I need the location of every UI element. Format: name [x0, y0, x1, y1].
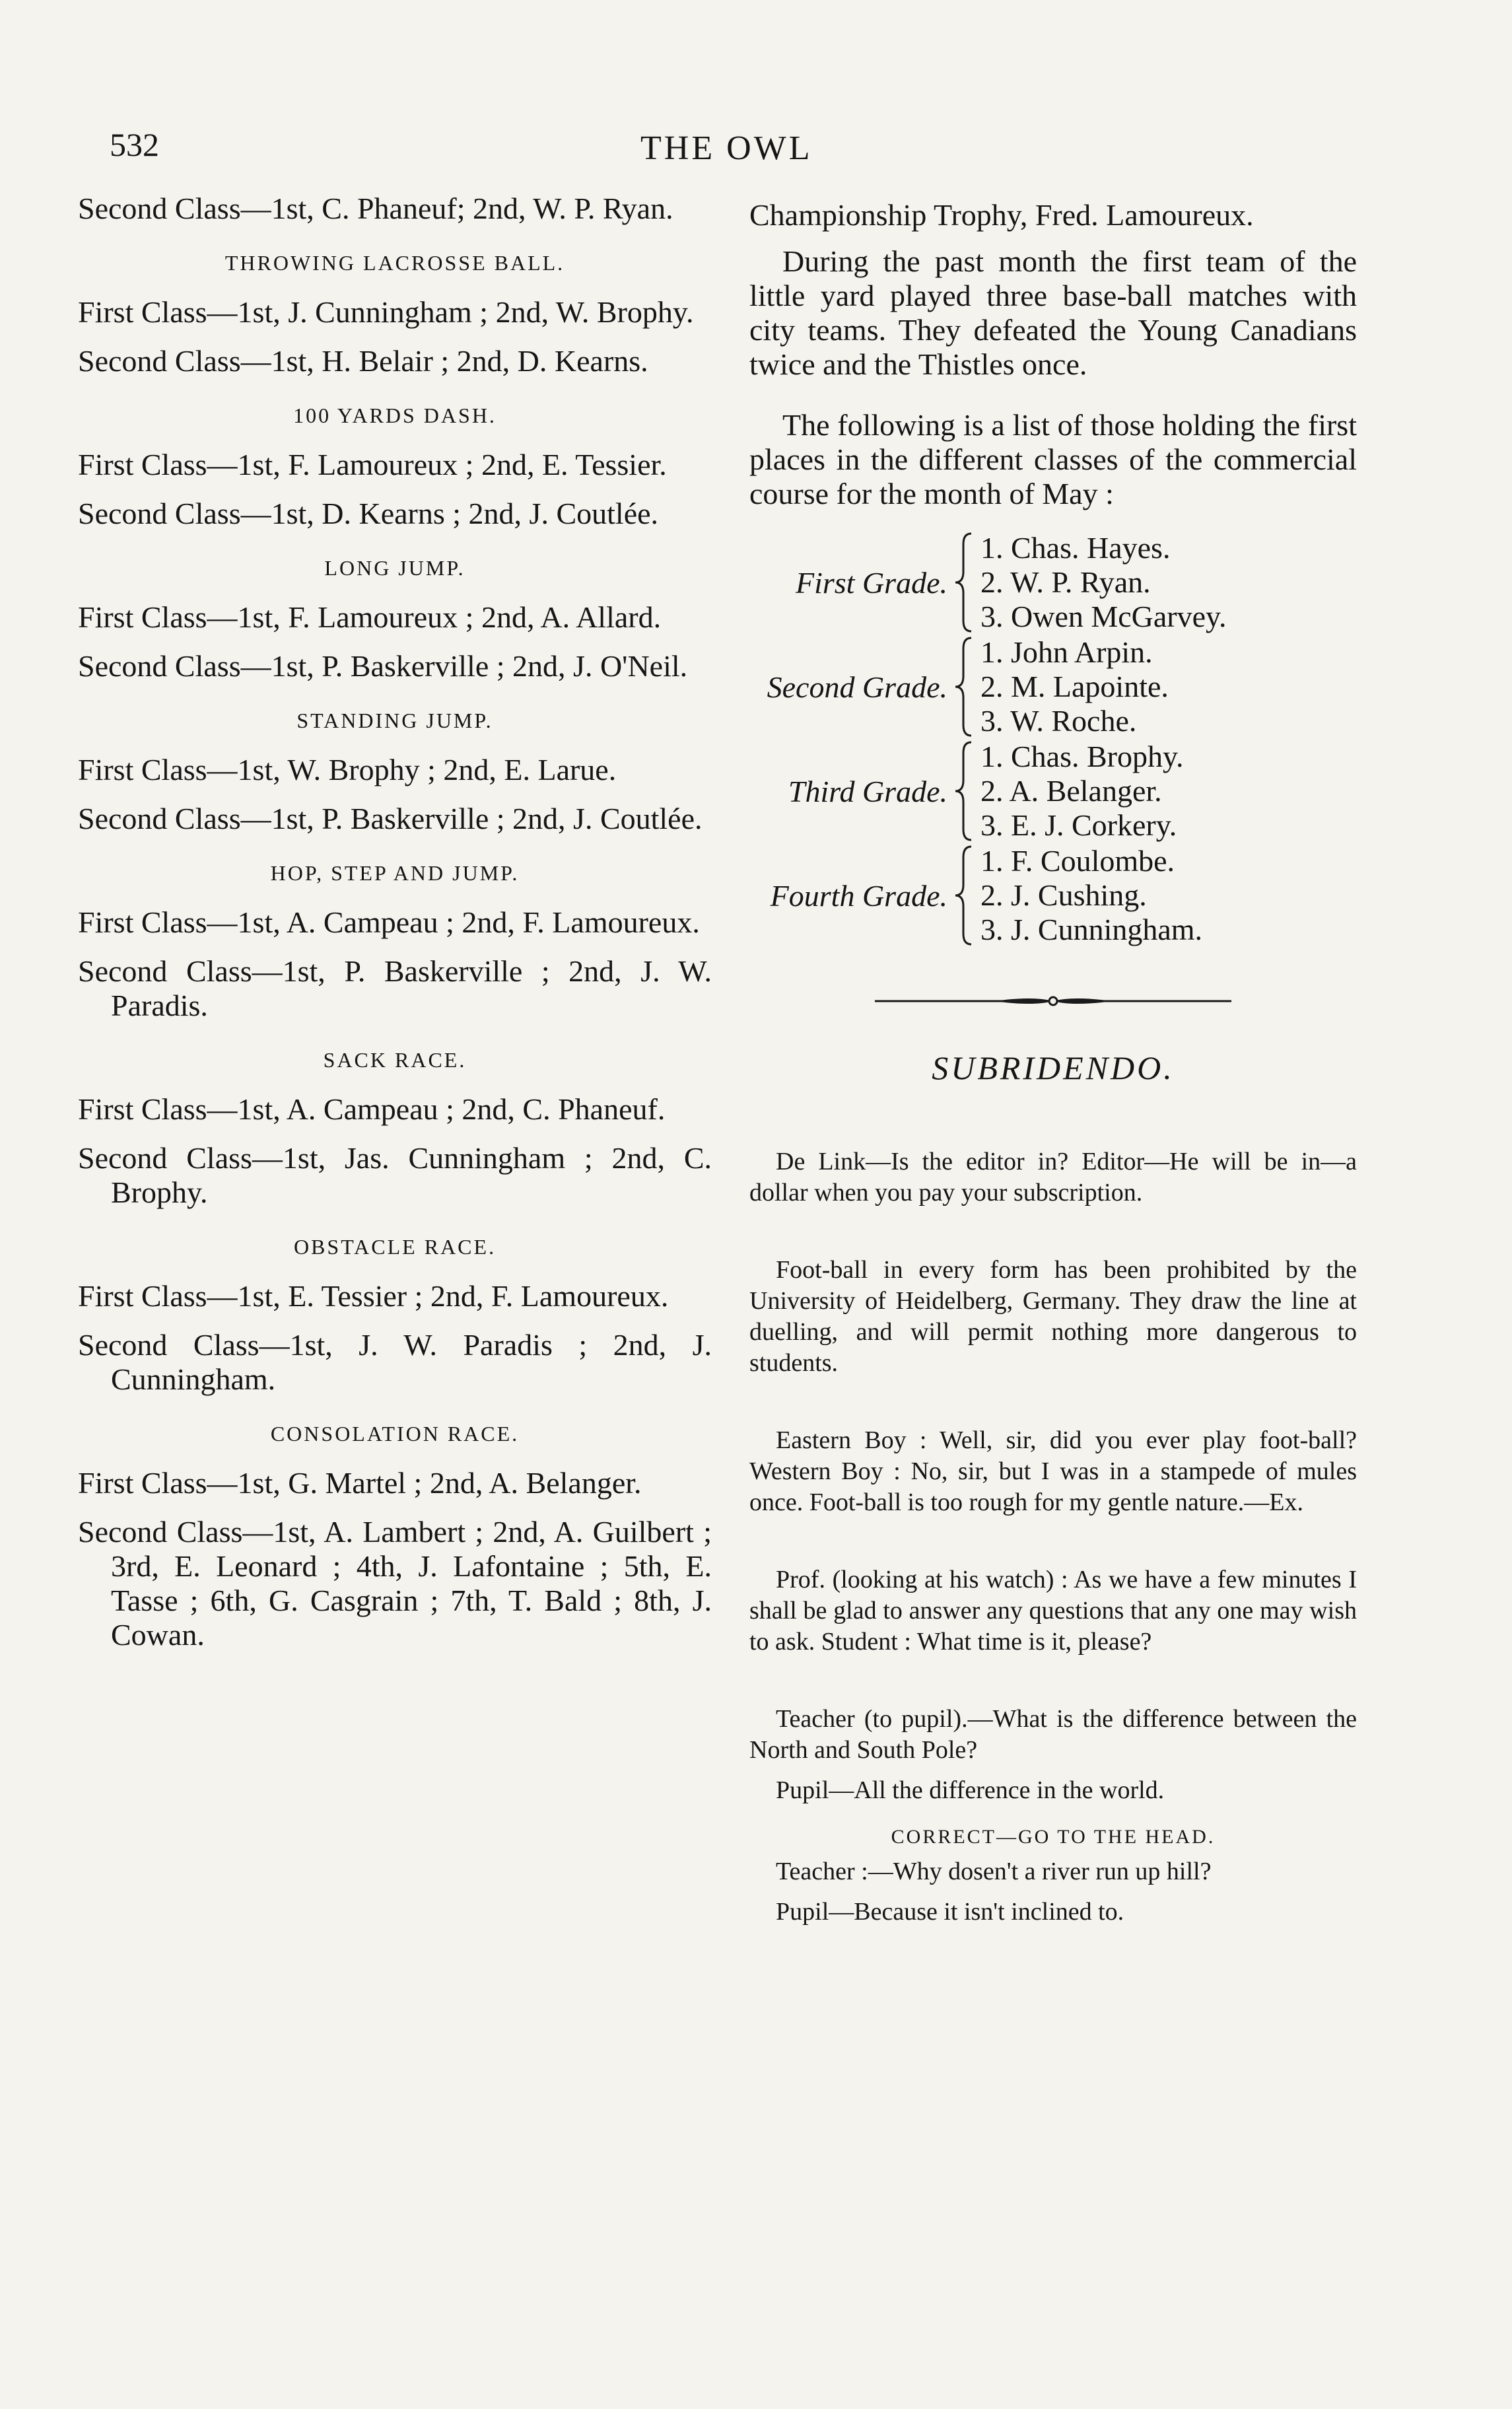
- correct-heading: CORRECT—GO TO THE HEAD.: [891, 1826, 1216, 1848]
- teacher-question: Teacher (to pupil).—What is the difference between the North and South Pole?: [749, 1705, 1357, 1764]
- correct-answer: Pupil—Because it isn't inclined to.: [776, 1898, 1124, 1926]
- joke-paragraph: De Link—Is the editor in? Editor—He will be in—a dollar when you pay your subscription.: [749, 1148, 1357, 1206]
- brace-icon: [951, 844, 974, 947]
- grade-name: 3. W. Roche.: [980, 704, 1137, 738]
- brace-icon: [951, 740, 974, 843]
- event-heading: CONSOLATION RACE.: [270, 1422, 520, 1446]
- result-entry: Second Class—1st, D. Kearns ; 2nd, J. Coutlée.: [78, 497, 659, 530]
- grade-names: [974, 531, 1227, 634]
- result-entry: First Class—1st, A. Campeau ; 2nd, F. Lamoureux.: [78, 905, 700, 939]
- brace-icon: [951, 531, 974, 634]
- result-entry: Second Class—1st, P. Baskerville ; 2nd, J. Coutlée.: [78, 802, 703, 835]
- right-column: [749, 198, 1357, 1937]
- jokes: [749, 1146, 1357, 1658]
- grade-row: [749, 740, 1357, 843]
- grade-name: 1. John Arpin.: [980, 635, 1153, 669]
- grade-names: [974, 844, 1202, 947]
- result-entry: First Class—1st, F. Lamoureux ; 2nd, E. Tessier.: [78, 448, 667, 481]
- baseball-paragraph: During the past month the first team of the little yard played three base-ball matches with city teams. They defeated the Young Canadians twice and the Thistles once.: [749, 244, 1357, 381]
- event-heading: SACK RACE.: [323, 1048, 467, 1072]
- event-heading: STANDING JUMP.: [296, 709, 493, 732]
- grade-name: 2. A. Belanger.: [980, 774, 1162, 808]
- grade-names: [974, 740, 1184, 843]
- grade-name: 1. Chas. Hayes.: [980, 531, 1171, 565]
- result-entry: Second Class—1st, C. Phaneuf; 2nd, W. P. Ryan.: [78, 192, 673, 225]
- left-column: [78, 192, 712, 1667]
- pupil-answer: Pupil—All the difference in the world.: [776, 1776, 1165, 1804]
- joke-paragraph: Foot-ball in every form has been prohibited by the University of Heidelberg, Germany. They draw the line at duelling, and will permit nothing more dangerous to students.: [749, 1256, 1357, 1377]
- grade-row: [749, 844, 1357, 947]
- event-heading: OBSTACLE RACE.: [293, 1235, 497, 1259]
- joke-paragraph: Prof. (looking at his watch) : As we have a few minutes I shall be glad to answer any questions that any one may wish to ask. Student : What time is it, please?: [749, 1566, 1357, 1656]
- grade-name: 3. Owen McGarvey.: [980, 600, 1227, 633]
- grade-label: Fourth Grade.: [770, 878, 947, 913]
- grade-name: 2. M. Lapointe.: [980, 670, 1169, 703]
- grade-row: [749, 635, 1357, 738]
- result-entry: Second Class—1st, Jas. Cunningham ; 2nd, C. Brophy.: [78, 1141, 712, 1209]
- grade-name: 2. J. Cushing.: [980, 878, 1147, 912]
- grade-name: 3. J. Cunningham.: [980, 913, 1203, 946]
- event-heading: 100 YARDS DASH.: [293, 403, 497, 427]
- list-intro-paragraph: The following is a list of those holding the first places in the different classes of the commercial course for the month of May :: [749, 408, 1357, 510]
- grade-label: Second Grade.: [767, 670, 947, 704]
- grade-names: [974, 635, 1169, 738]
- result-entry: Second Class—1st, J. W. Paradis ; 2nd, J. Cunningham.: [78, 1328, 712, 1396]
- event-heading: LONG JUMP.: [324, 556, 465, 580]
- result-entry: Second Class—1st, A. Lambert ; 2nd, A. Guilbert ; 3rd, E. Leonard ; 4th, J. Lafontaine ; 5th, E. Tasse ; 6th, G. Casgrain ; 7th, T. Bald ; 8th, J. Cowan.: [78, 1515, 712, 1652]
- result-entry: First Class—1st, F. Lamoureux ; 2nd, A. Allard.: [78, 600, 662, 634]
- result-entry: Second Class—1st, P. Baskerville ; 2nd, J. W. Paradis.: [78, 954, 712, 1022]
- grades-list: [749, 531, 1357, 947]
- trophy-paragraph: Championship Trophy, Fred. Lamoureux.: [749, 198, 1254, 232]
- joke-paragraph: Eastern Boy : Well, sir, did you ever play foot-ball? Western Boy : No, sir, but I was in a stampede of mules once. Foot-ball is too rough for my gentle nature.—Ex.: [749, 1426, 1357, 1516]
- grade-row: [749, 531, 1357, 634]
- running-title: THE OWL: [640, 129, 813, 167]
- section-title: SUBRIDENDO.: [932, 1049, 1175, 1086]
- event-heading: HOP, STEP AND JUMP.: [270, 861, 520, 885]
- grade-name: 2. W. P. Ryan.: [980, 565, 1151, 599]
- brace-icon: [951, 635, 974, 738]
- correct-question: Teacher :—Why dosen't a river run up hill?: [776, 1858, 1212, 1885]
- ornamental-rule: [875, 993, 1231, 1009]
- result-entry: First Class—1st, A. Campeau ; 2nd, C. Phaneuf.: [78, 1092, 666, 1126]
- result-entry: First Class—1st, W. Brophy ; 2nd, E. Larue.: [78, 753, 617, 786]
- result-entry: First Class—1st, J. Cunningham ; 2nd, W. Brophy.: [78, 295, 694, 329]
- event-heading: THROWING LACROSSE BALL.: [224, 251, 565, 275]
- grade-name: 3. E. J. Corkery.: [980, 808, 1177, 842]
- grade-label: Third Grade.: [788, 774, 947, 808]
- page-number: 532: [110, 126, 159, 163]
- result-entry: First Class—1st, E. Tessier ; 2nd, F. Lamoureux.: [78, 1279, 669, 1313]
- grade-name: 1. F. Coulombe.: [980, 844, 1175, 878]
- result-entry: Second Class—1st, H. Belair ; 2nd, D. Kearns.: [78, 344, 648, 378]
- grade-label: First Grade.: [796, 565, 947, 600]
- result-entry: Second Class—1st, P. Baskerville ; 2nd, J. O'Neil.: [78, 649, 688, 683]
- result-entry: First Class—1st, G. Martel ; 2nd, A. Belanger.: [78, 1466, 642, 1500]
- grade-name: 1. Chas. Brophy.: [980, 740, 1184, 773]
